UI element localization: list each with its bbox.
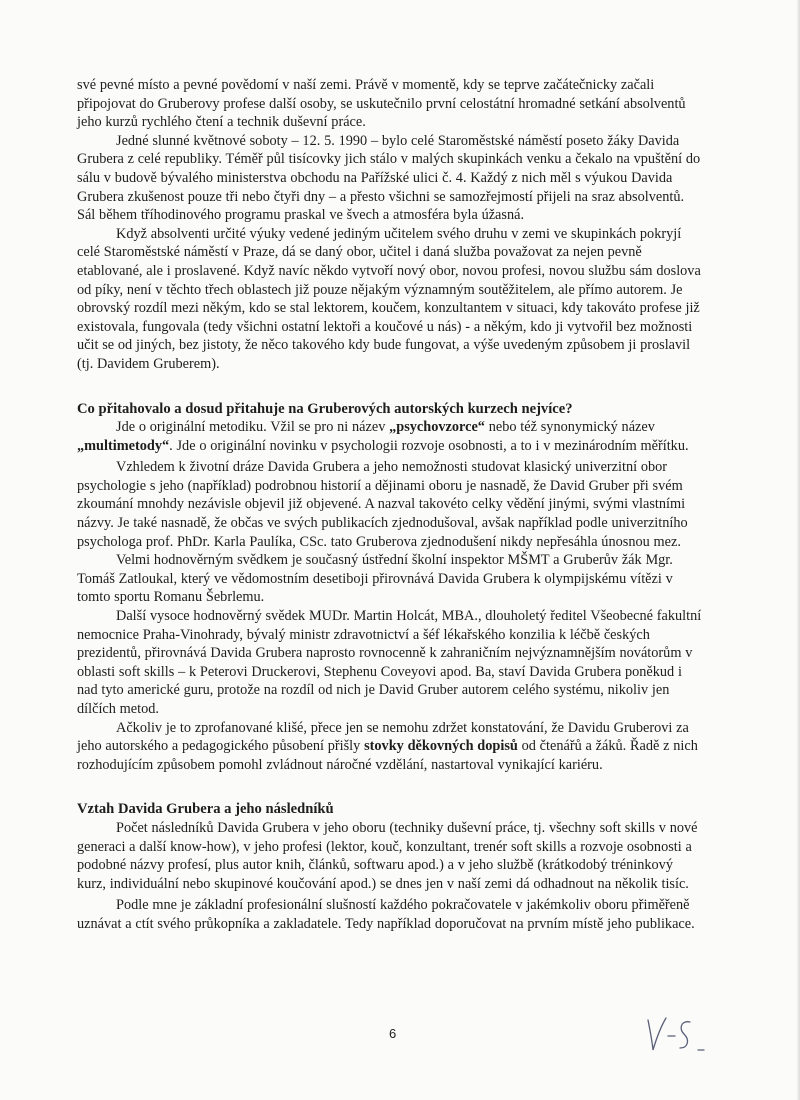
section1-p1-text-a: Jde o originální metodiku. Vžil se pro ni název (116, 419, 390, 436)
section2-heading: Vztah Davida Grubera a jeho následníků (77, 801, 334, 818)
intro-paragraph-1: své pevné místo a pevné povědomí v naší zemi. Právě v momentě, kdy se teprve začátečnicky začali připojovat do Gruberovy profese další osoby, se uskutečnilo první celostátní hromadné setkání absolventů jeho kurzů rychlého čtení a technik duševní práce. (77, 77, 686, 131)
section1-p5-text-c: od čtenářů a žáků. Řadě z nich rozhodujícím způsobem pomohl zvládnout náročné vzdělání, nastartoval vynikající kariéru. (77, 738, 698, 773)
section1-paragraph-1 (77, 418, 704, 455)
section1-paragraph-2: Vzhledem k životní dráze Davida Grubera a jeho nemožnosti studovat klasický univerzitní obor psychologie s jeho (například) podrobnou historií a dějinami oboru je nasnadě, že David Gruber při svém zkoumání mnohdy nezávisle objevil již objevené. A nazval takovéto celky vědění jinými, svými vlastními názvy. Je také nasnadě, že občas ve svých publikacích zjednodušoval, avšak například podle univerzitního psychologa prof. PhDr. Karla Paulíka, CSc. tato Gruberova zjednodušení nikdy nepřesáhla únosnou mez. (77, 459, 688, 550)
section1-paragraph-4: Další vysoce hodnověrný svědek MUDr. Martin Holcát, MBA., dlouholetý ředitel Všeobecné fakultní nemocnice Praha-Vinohrady, bývalý ministr zdravotnictví a šéf lékařského konzilia k léčbě českých prezidentů, přirovnává Davida Grubera naprosto rovnocenně k zahraničním nejvýznamnějším novátorům v oblasti soft skills – k Peterovi Druckerovi, Stephenu Coveyovi apod. Ba, staví Davida Grubera poněkud i nad tyto americké guru, protože na rozdíl od nich je David Gruber autorem celého systému, nikoliv jen dílčích metod. (77, 608, 702, 717)
intro-paragraph-2: Jedné slunné květnové soboty – 12. 5. 1990 – bylo celé Staroměstské náměstí poseto žáky Davida Grubera z celé republiky. Téměř půl tisícovky jich stálo v malých skupinkách venku a čekalo na vpuštění do sálu v budově bývalého ministerstva obchodu na Pařížské ulici č. 4. Každý z nich měl s výukou Davida Grubera zkušenost pouze tři nebo čtyři dny – a přesto všichni se samozřejmostí přijeli na sraz absolventů. Sál během tříhodinového programu praskal ve švech a atmosféra byla úžasná. (77, 132, 701, 224)
section1-heading: Co přitahovalo a dosud přitahuje na Gruberových autorských kurzech nejvíce? (77, 400, 573, 417)
handwritten-signature (642, 1010, 714, 1058)
section1-paragraph-5 (77, 719, 704, 775)
section1-paragraph-3: Velmi hodnověrným svědkem je současný ústřední školní inspektor MŠMT a Gruberův žák Mgr. Tomáš Zatloukal, který ve vědomostním desetiboji přirovnává Davida Grubera k olympijskému vítězi v tomto sportu Romanu Šebrlemu. (77, 552, 673, 606)
intro-paragraph-3: Když absolventi určité výuky vedené jediným učitelem svého druhu v zemi ve skupinkách pokryjí celé Staroměstské náměstí v Praze, dá se daný obor, učitel i daná služba považovat za nejen pevně etablované, ale i proslavené. Když navíc někdo vytvoří nový obor, novou profesi, novou službu sám doslova od píky, není v těchto třech oblastech již pouze nějakým významným soutěžitelem, ale přímo autorem. Je obrovský rozdíl mezi někým, kdo se stal lektorem, koučem, konzultantem v situaci, kdy takováto profese již existovala, fungovala (tedy všichni ostatní lektoři a koučové u nás) - a někým, kdo ji vytvořil bez možnosti učit se od jiných, bez jistoty, že něco takového kdy bude fungovat, a výše uvedeným způsobem ji proslavil (tj. Davidem Gruberem). (77, 225, 701, 372)
term-psychovzorce: „psychovzorce“ (389, 419, 485, 436)
term-multimetody: „multimetody“ (77, 437, 170, 454)
page-number: 6 (389, 1026, 397, 1041)
section1-p1-text-c: nebo též synonymický název (484, 419, 655, 436)
section1-p5-text-a: Ačkoliv je to zprofanované klišé, přece jen se nemohu zdržet konstatování, že Davidu Gruberovi za jeho autorského a pedagogického působení přišly (77, 719, 689, 755)
section1-p1-text-d: . Jde o originální novinku v psychologii rozvoje osobnosti, a to i v mezinárodním měřítku. (169, 437, 689, 454)
section2-paragraph-1: Počet následníků Davida Grubera v jeho oboru (techniky duševní práce, tj. všechny soft skills v nové generaci a další know-how), v jeho profesi (lektor, kouč, konzultant, trenér soft skills a rozvoje osobnosti a podobné názvy profesí, plus autor knih, článků, softwaru apod.) a v jeho službě (krátkodobý tréninkový kurz, individuální nebo skupinové koučování apod.) se dnes jen v naší zemi dá odhadnout na několik tisíc. (77, 819, 698, 892)
section2-paragraph-2: Podle mne je základní profesionální slušností každého pokračovatele v jakémkoliv oboru přiměřeně uznávat a ctít svého průkopníka a zakladatele. Tedy například doporučovat na prvním místě jeho publikace. (77, 897, 695, 932)
emphasis-thank-you-letters: stovky děkovných dopisů (364, 738, 518, 755)
